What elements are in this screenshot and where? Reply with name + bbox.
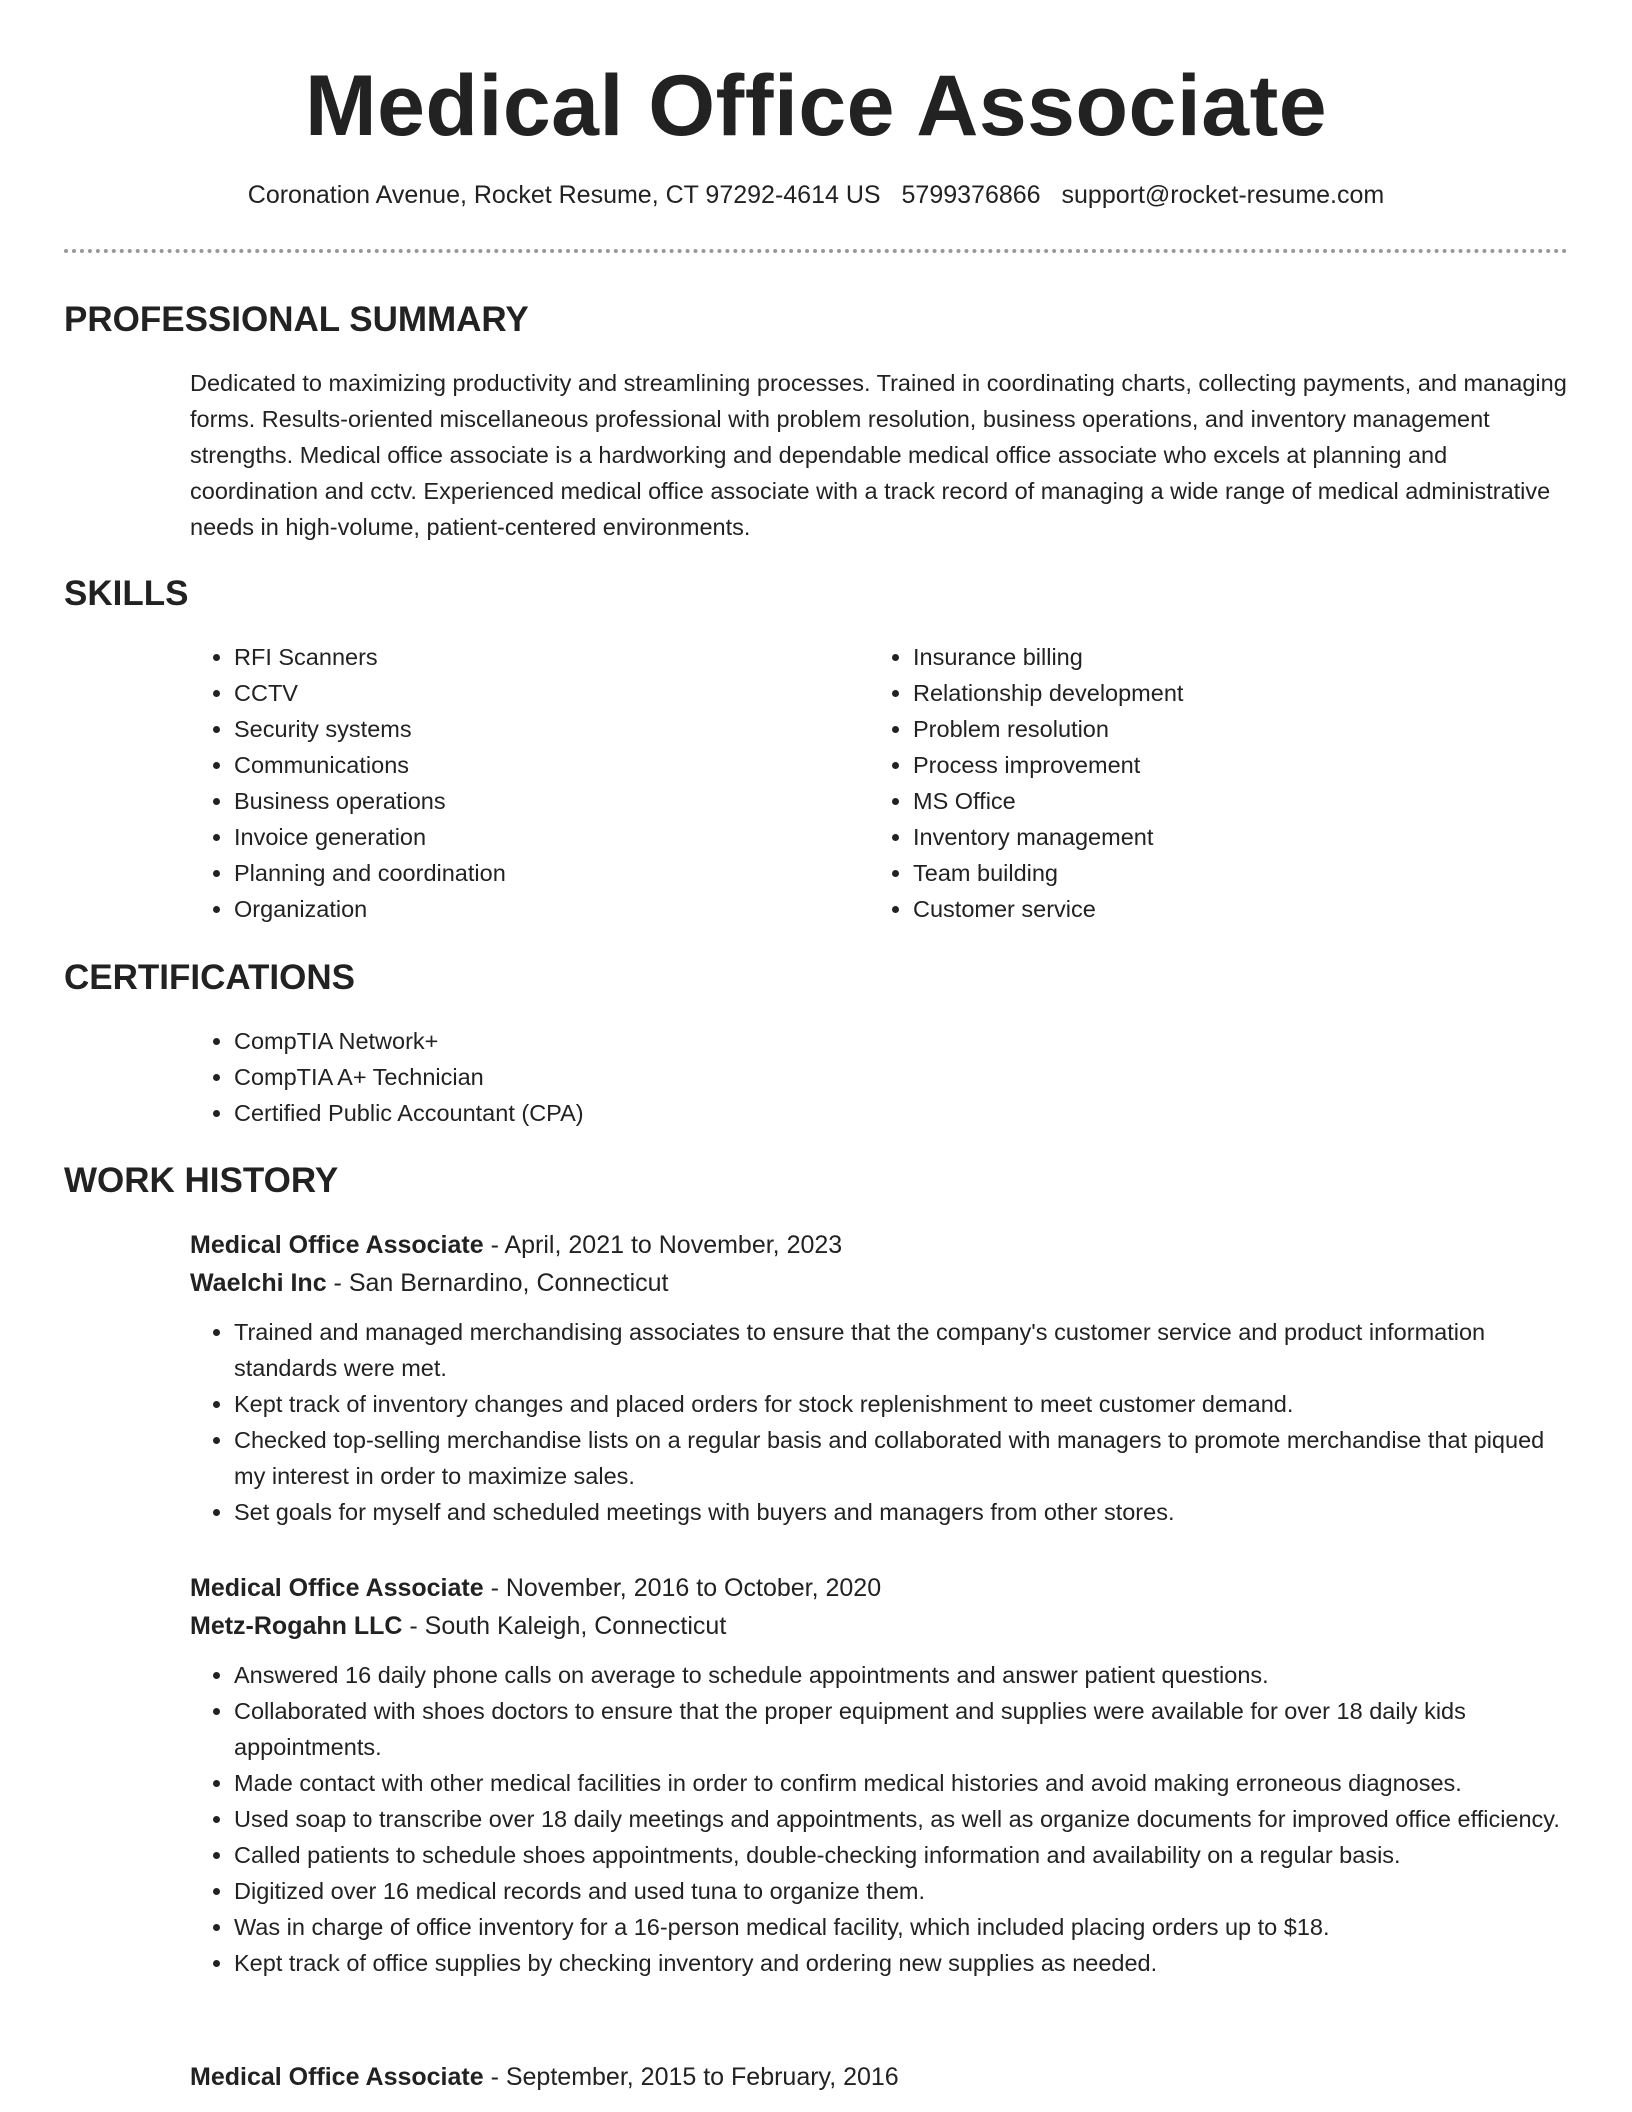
job-bullet: • Checked top-selling merchandise lists on a regular basis and collaborated with managers to promote merchandise that piqued my interest in order to maximize sales. xyxy=(234,1422,1570,1494)
job-location: - San Bernardino, Connecticut xyxy=(326,1269,669,1297)
skill-item: • Process improvement xyxy=(913,747,1509,783)
skill-item: • Planning and coordination xyxy=(234,855,830,891)
job-entry xyxy=(190,2058,1570,2096)
job-bullet: • Made contact with other medical facilities in order to confirm medical histories and avoid making erroneous diagnoses. xyxy=(234,1765,1570,1801)
contact-phone: 5799376866 xyxy=(901,181,1041,209)
job-role: Medical Office Associate xyxy=(190,2063,484,2091)
job-bullet: • Was in charge of office inventory for a 16-person medical facility, which included placing orders up to $18. xyxy=(234,1909,1570,1945)
certification-item: • CompTIA Network+ xyxy=(234,1023,1570,1059)
skill-item: • Communications xyxy=(234,747,830,783)
job-company-line xyxy=(190,1607,1570,1645)
skill-item: • Organization xyxy=(234,891,830,927)
job-role: Medical Office Associate xyxy=(190,1574,484,1602)
job-title-line xyxy=(190,1569,1570,1607)
job-bullet: • Trained and managed merchandising associates to ensure that the company's customer service and product information standards were met. xyxy=(234,1314,1570,1386)
skill-item: • Team building xyxy=(913,855,1509,891)
header-divider xyxy=(64,249,1568,253)
job-role: Medical Office Associate xyxy=(190,1231,484,1259)
certifications-heading: CERTIFICATIONS xyxy=(64,958,356,997)
skills-heading: SKILLS xyxy=(64,574,189,613)
skill-item: • Relationship development xyxy=(913,675,1509,711)
certification-item: • CompTIA A+ Technician xyxy=(234,1059,1570,1095)
skill-item: • RFI Scanners xyxy=(234,639,830,675)
job-dates: - September, 2015 to February, 2016 xyxy=(483,2063,899,2091)
job-bullet: • Used soap to transcribe over 18 daily meetings and appointments, as well as organize documents for improved office efficiency. xyxy=(234,1801,1570,1837)
skill-item: • CCTV xyxy=(234,675,830,711)
summary-block xyxy=(190,365,1570,545)
contact-line xyxy=(64,180,1568,210)
job-dates: - April, 2021 to November, 2023 xyxy=(483,1231,843,1259)
skill-item: • Security systems xyxy=(234,711,830,747)
job-entry xyxy=(190,1569,1570,1981)
job-bullet: • Set goals for myself and scheduled meetings with buyers and managers from other stores. xyxy=(234,1494,1570,1530)
job-title-line xyxy=(190,1226,1570,1264)
resume-page xyxy=(64,0,1568,2091)
job-bullet: • Kept track of inventory changes and placed orders for stock replenishment to meet customer demand. xyxy=(234,1386,1570,1422)
job-bullet: • Answered 16 daily phone calls on average to schedule appointments and answer patient questions. xyxy=(234,1657,1570,1693)
job-company: Metz-Rogahn LLC xyxy=(190,1612,403,1640)
summary-text: Dedicated to maximizing productivity and streamlining processes. Trained in coordinating charts, collecting payments, and managing forms. Results-oriented miscellaneous professional with problem resolution, business operations, and inventory management strengths. Medical office associate is a hardworking and dependable medical office associate who excels at planning and coordination and cctv. Experienced medical office associate with a track record of managing a wide range of medical administrative needs in high-volume, patient-centered environments. xyxy=(190,370,1567,540)
job-entry xyxy=(190,1226,1570,1530)
skill-item: • Problem resolution xyxy=(913,711,1509,747)
skills-column-right xyxy=(869,639,1509,927)
summary-heading: PROFESSIONAL SUMMARY xyxy=(64,300,529,339)
work-history-heading: WORK HISTORY xyxy=(64,1161,339,1200)
certification-item: • Certified Public Accountant (CPA) xyxy=(234,1095,1570,1131)
job-company-line xyxy=(190,1264,1570,1302)
job-company: Waelchi Inc xyxy=(190,1269,327,1297)
job-title-line xyxy=(190,2058,1570,2096)
job-bullet: • Kept track of office supplies by checking inventory and ordering new supplies as needed. xyxy=(234,1945,1570,1981)
job-dates: - November, 2016 to October, 2020 xyxy=(483,1574,882,1602)
skill-item: • MS Office xyxy=(913,783,1509,819)
skill-item: • Inventory management xyxy=(913,819,1509,855)
certifications-block xyxy=(190,1023,1570,1131)
job-bullet: • Collaborated with shoes doctors to ensure that the proper equipment and supplies were available for over 18 daily kids appointments. xyxy=(234,1693,1570,1765)
candidate-name: Medical Office Associate xyxy=(304,58,1328,154)
job-bullet: • Called patients to schedule shoes appointments, double-checking information and availability on a regular basis. xyxy=(234,1837,1570,1873)
skill-item: • Customer service xyxy=(913,891,1509,927)
skill-item: • Invoice generation xyxy=(234,819,830,855)
skill-item: • Business operations xyxy=(234,783,830,819)
job-location: - South Kaleigh, Connecticut xyxy=(402,1612,727,1640)
contact-email: support@rocket-resume.com xyxy=(1061,181,1385,209)
skills-column-left xyxy=(190,639,830,927)
contact-address: Coronation Avenue, Rocket Resume, CT 97292-4614 US xyxy=(247,181,881,209)
job-bullet: • Digitized over 16 medical records and used tuna to organize them. xyxy=(234,1873,1570,1909)
skill-item: • Insurance billing xyxy=(913,639,1509,675)
